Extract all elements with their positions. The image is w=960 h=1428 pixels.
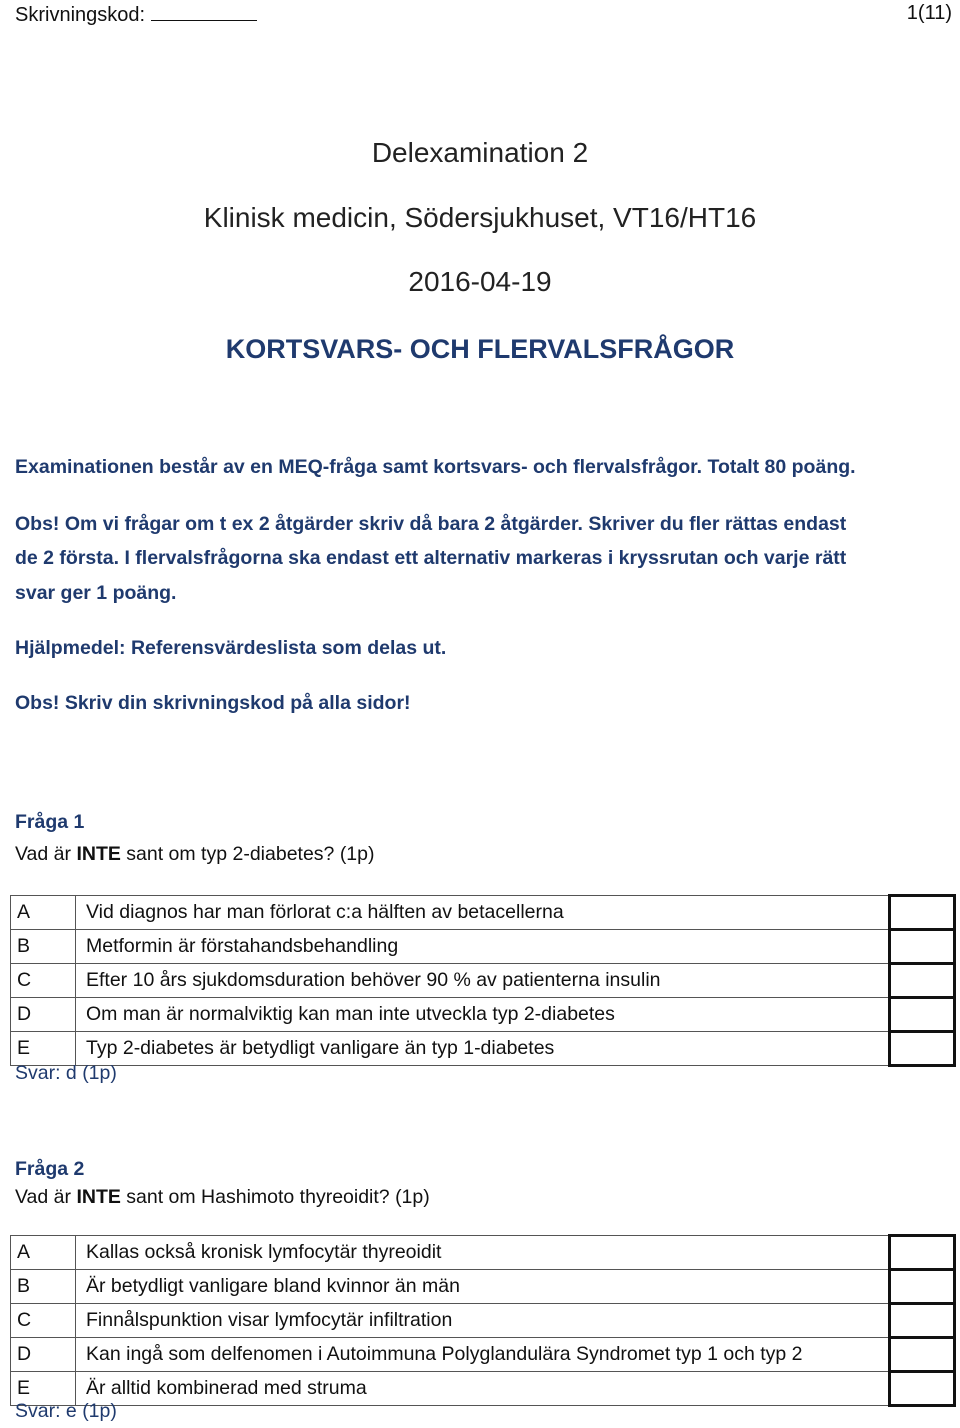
answer-checkbox[interactable] bbox=[890, 1032, 955, 1066]
answer-checkbox[interactable] bbox=[890, 1372, 955, 1406]
question-1-heading: Fråga 1 bbox=[15, 811, 85, 833]
code-reminder: Obs! Skriv din skrivningskod på alla sidor! bbox=[15, 692, 411, 714]
option-text: Kan ingå som delfenomen i Autoimmuna Polyglandulära Syndromet typ 1 och typ 2 bbox=[76, 1338, 890, 1372]
option-row bbox=[11, 1372, 955, 1406]
question-1-text-pre: Vad är bbox=[15, 843, 77, 865]
option-row bbox=[11, 1338, 955, 1372]
question-1-text-emphasis: INTE bbox=[76, 843, 121, 865]
option-letter: B bbox=[11, 1270, 76, 1304]
answer-checkbox[interactable] bbox=[890, 930, 955, 964]
question-1-options bbox=[10, 894, 956, 1067]
option-row bbox=[11, 998, 955, 1032]
option-letter: B bbox=[11, 930, 76, 964]
page-number: 1(11) bbox=[906, 2, 952, 24]
question-1-text-post: sant om typ 2-diabetes? (1p) bbox=[120, 843, 375, 865]
option-text: Typ 2-diabetes är betydligt vanligare än typ 1-diabetes bbox=[76, 1032, 890, 1066]
question-2-text-post: sant om Hashimoto thyreoidit? (1p) bbox=[120, 1186, 430, 1208]
option-text: Om man är normalviktig kan man inte utveckla typ 2-diabetes bbox=[76, 998, 890, 1032]
answer-checkbox[interactable] bbox=[890, 1270, 955, 1304]
aids-note: Hjälpmedel: Referensvärdeslista som delas ut. bbox=[15, 637, 447, 659]
question-2-text bbox=[15, 1186, 430, 1209]
option-row bbox=[11, 1304, 955, 1338]
option-text: Kallas också kronisk lymfocytär thyreoidit bbox=[76, 1236, 890, 1270]
option-letter: D bbox=[11, 998, 76, 1032]
option-text: Vid diagnos har man förlorat c:a hälften av betacellerna bbox=[76, 896, 890, 930]
code-input-line[interactable] bbox=[151, 2, 257, 21]
answer-checkbox[interactable] bbox=[890, 998, 955, 1032]
option-letter: A bbox=[11, 1236, 76, 1270]
course-title: Klinisk medicin, Södersjukhuset, VT16/HT16 bbox=[203, 202, 757, 233]
exam-title: Delexamination 2 bbox=[371, 137, 589, 168]
option-row bbox=[11, 896, 955, 930]
code-label-text: Skrivningskod: bbox=[15, 4, 146, 26]
answer-checkbox[interactable] bbox=[890, 964, 955, 998]
answer-checkbox[interactable] bbox=[890, 896, 955, 930]
question-2-heading: Fråga 2 bbox=[15, 1158, 85, 1180]
option-letter: E bbox=[11, 1372, 76, 1406]
instruction-paragraph-2-line-3: svar ger 1 poäng. bbox=[15, 582, 177, 604]
exam-date: 2016-04-19 bbox=[408, 266, 552, 297]
question-2-answer: Svar: e (1p) bbox=[15, 1400, 117, 1422]
option-row bbox=[11, 964, 955, 998]
answer-checkbox[interactable] bbox=[890, 1338, 955, 1372]
option-letter: C bbox=[11, 1304, 76, 1338]
section-title: KORTSVARS- OCH FLERVALSFRÅGOR bbox=[225, 334, 735, 364]
option-text: Metformin är förstahandsbehandling bbox=[76, 930, 890, 964]
question-2-text-emphasis: INTE bbox=[76, 1186, 121, 1208]
answer-checkbox[interactable] bbox=[890, 1236, 955, 1270]
option-row bbox=[11, 1236, 955, 1270]
option-row bbox=[11, 1032, 955, 1066]
option-letter: E bbox=[11, 1032, 76, 1066]
option-letter: D bbox=[11, 1338, 76, 1372]
answer-checkbox[interactable] bbox=[890, 1304, 955, 1338]
option-text: Är alltid kombinerad med struma bbox=[76, 1372, 890, 1406]
question-2-options bbox=[10, 1234, 956, 1407]
code-label bbox=[15, 2, 257, 27]
option-text: Efter 10 års sjukdomsduration behöver 90 % av patienterna insulin bbox=[76, 964, 890, 998]
question-1-text bbox=[15, 843, 375, 866]
instruction-paragraph-2-line-1: Obs! Om vi frågar om t ex 2 åtgärder skriv då bara 2 åtgärder. Skriver du fler rättas endast bbox=[15, 513, 847, 535]
question-2-text-pre: Vad är bbox=[15, 1186, 77, 1208]
option-row bbox=[11, 1270, 955, 1304]
option-letter: A bbox=[11, 896, 76, 930]
option-letter: C bbox=[11, 964, 76, 998]
option-row bbox=[11, 930, 955, 964]
instruction-paragraph-1: Examinationen består av en MEQ-fråga samt kortsvars- och flervalsfrågor. Totalt 80 poäng. bbox=[15, 456, 856, 478]
option-text: Finnålspunktion visar lymfocytär infiltration bbox=[76, 1304, 890, 1338]
question-1-answer: Svar: d (1p) bbox=[15, 1062, 117, 1084]
option-text: Är betydligt vanligare bland kvinnor än män bbox=[76, 1270, 890, 1304]
instruction-paragraph-2-line-2: de 2 första. I flervalsfrågorna ska endast ett alternativ markeras i kryssrutan och varje rätt bbox=[15, 547, 847, 569]
